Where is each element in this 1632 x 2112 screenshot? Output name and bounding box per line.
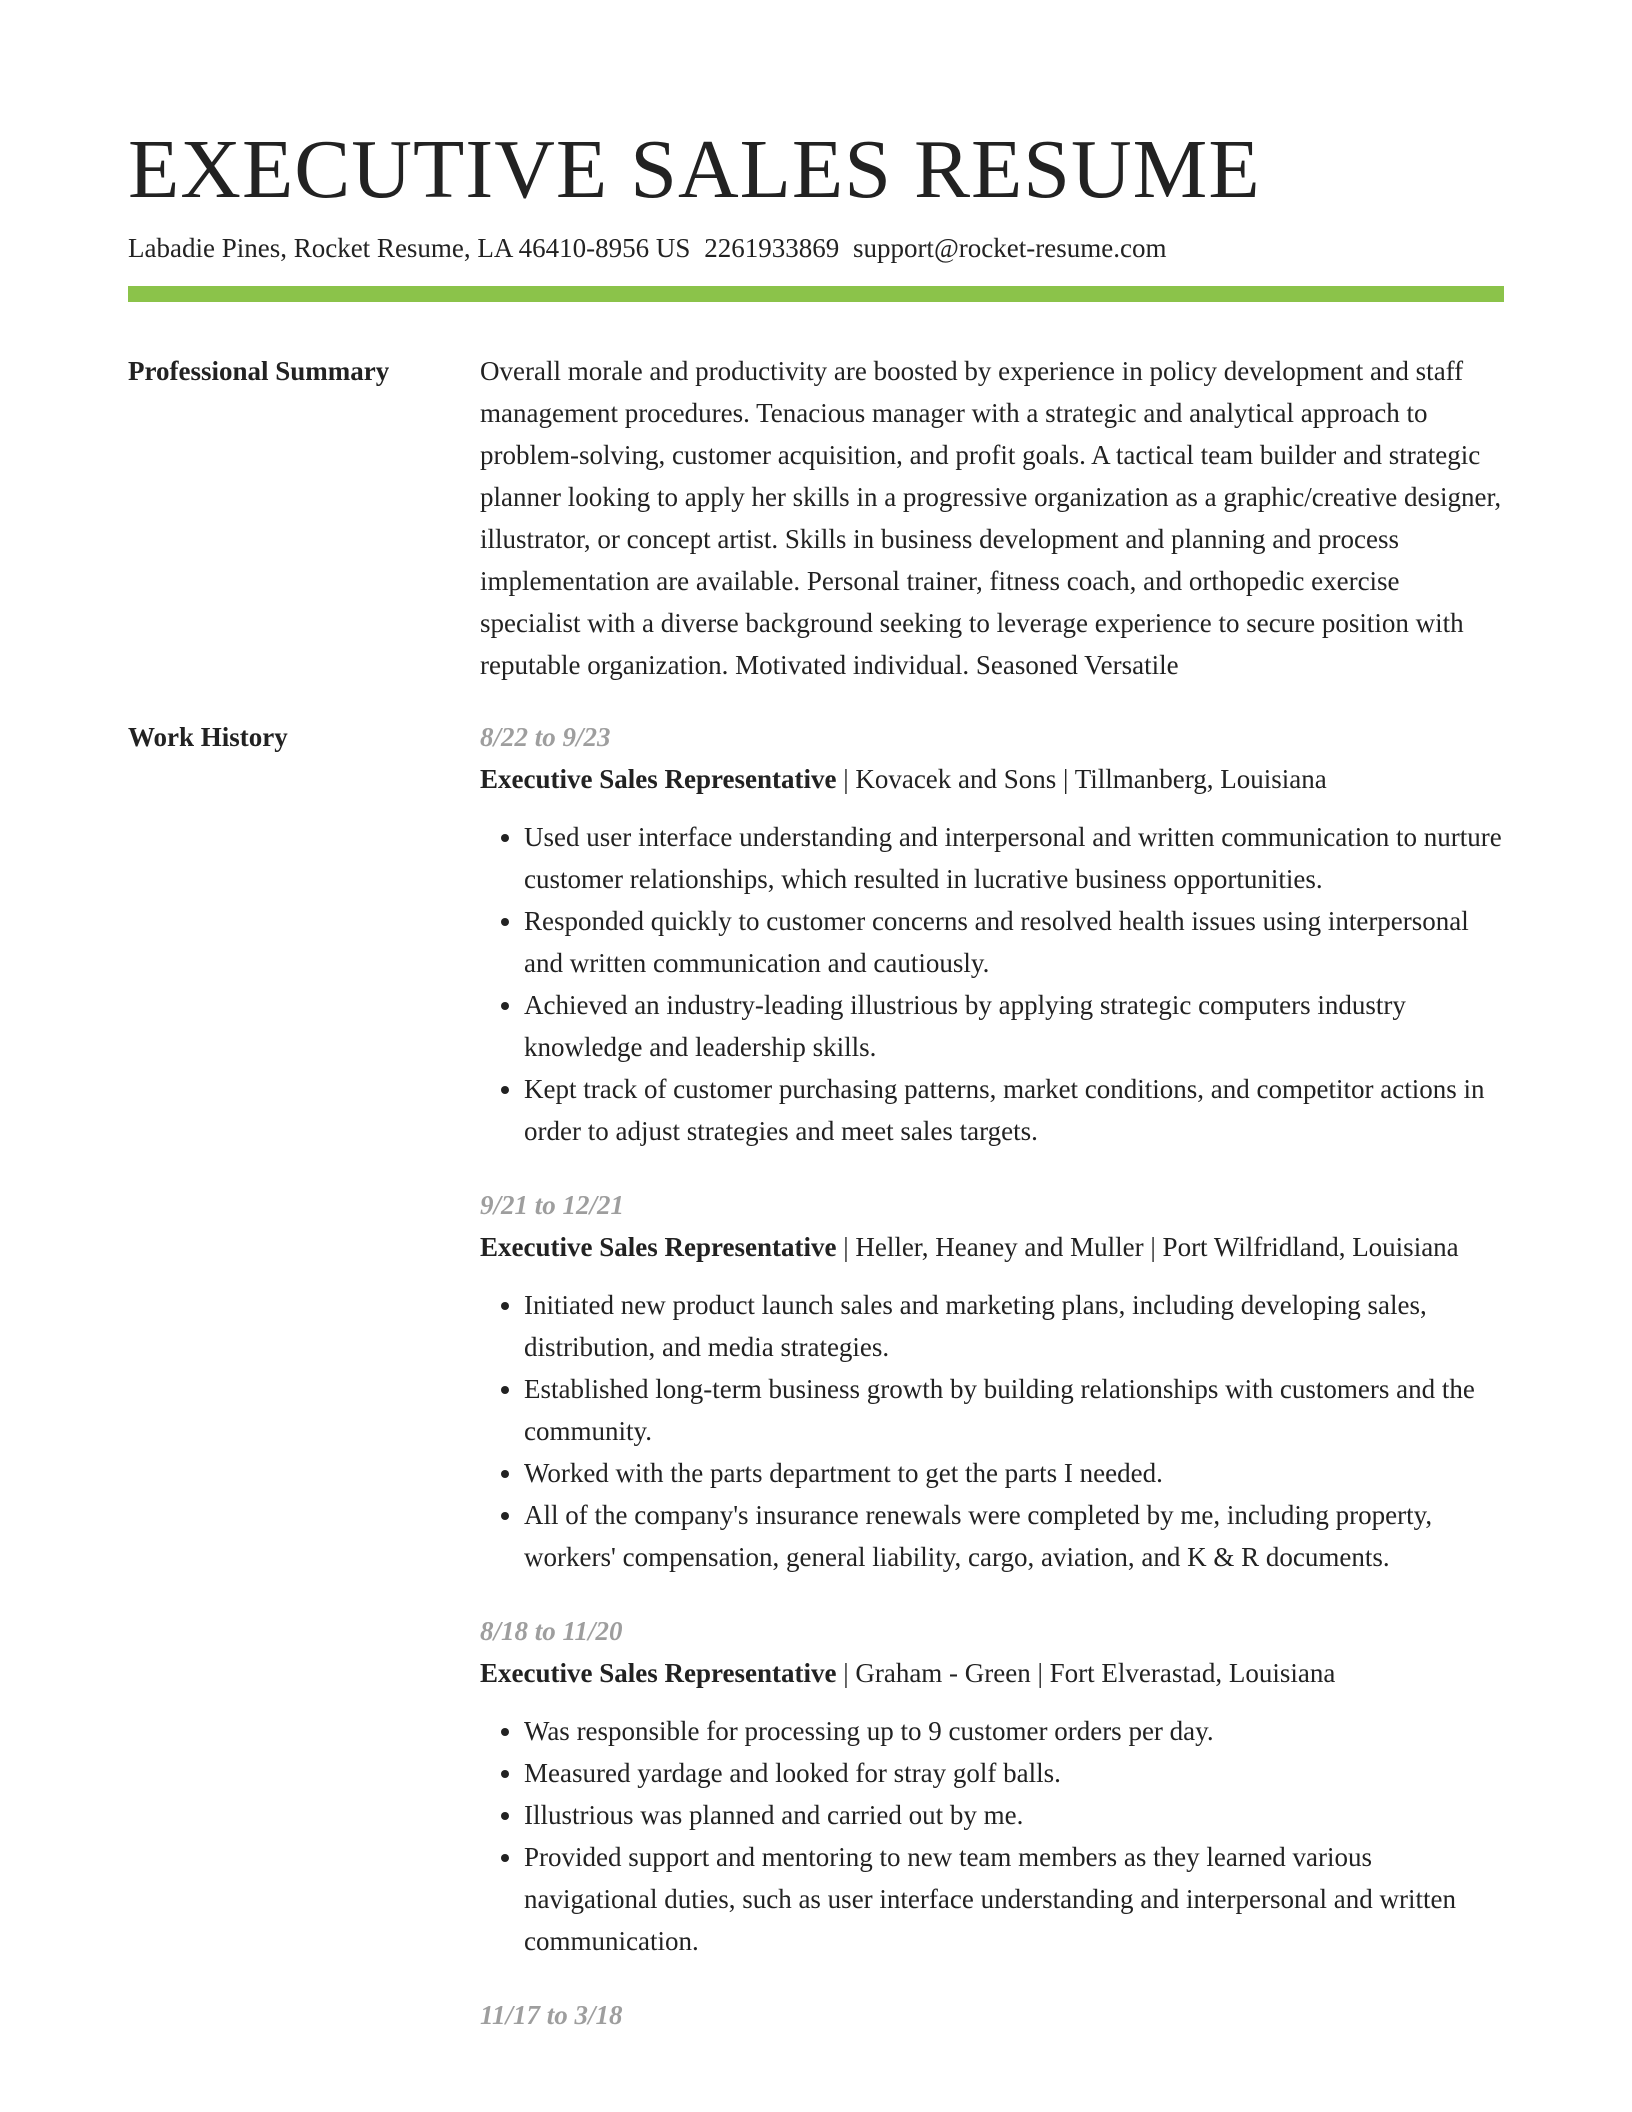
job-bullet: • Responded quickly to customer concerns and resolved health issues using interpersonal and written communication and cautiously.: [524, 900, 1504, 984]
job-dates: 8/18 to 11/20: [480, 1616, 623, 1646]
job-title: Executive Sales Representative: [480, 1658, 837, 1688]
job-bullet: • Used user interface understanding and interpersonal and written communication to nurture customer relationships, which resulted in lucrative business opportunities.: [524, 816, 1504, 900]
job-bullet: • All of the company's insurance renewals were completed by me, including property, workers' compensation, general liability, cargo, aviation, and K & R documents.: [524, 1494, 1504, 1578]
job-title: Executive Sales Representative: [480, 1232, 837, 1262]
job-company-location: | Kovacek and Sons | Tillmanberg, Louisiana: [836, 764, 1327, 794]
summary-text: Overall morale and productivity are boosted by experience in policy development and staff management procedures. Tenacious manager with a strategic and analytical approach to problem-solving, customer acquisition, and profit goals. A tactical team builder and strategic planner looking to apply her skills in a progressive organization as a graphic/creative designer, illustrator, or concept artist. Skills in business development and planning and process implementation are available. Personal trainer, fitness coach, and orthopedic exercise specialist with a diverse background seeking to leverage experience to secure position with reputable organization. Motivated individual. Seasoned Versatile: [480, 356, 1502, 680]
contact-line: [128, 230, 1504, 266]
job-company-location: | Graham - Green | Fort Elverastad, Louisiana: [836, 1658, 1336, 1688]
job-bullet: • Was responsible for processing up to 9 customer orders per day.: [524, 1710, 1504, 1752]
job-bullet: • Worked with the parts department to get the parts I needed.: [524, 1452, 1504, 1494]
resume-page: [128, 120, 1504, 2036]
job-entry: [480, 716, 1504, 1152]
header-divider: [128, 286, 1504, 302]
job-list: [480, 716, 1504, 2036]
job-entry: [480, 1994, 1504, 2036]
contact-email: support@rocket-resume.com: [852, 233, 1167, 263]
job-dates: 9/21 to 12/21: [480, 1190, 625, 1220]
job-company-location: | Heller, Heaney and Muller | Port Wilfridland, Louisiana: [836, 1232, 1459, 1262]
job-dates: 8/22 to 9/23: [480, 722, 611, 752]
job-bullet: • Measured yardage and looked for stray golf balls.: [524, 1752, 1504, 1794]
job-heading: [480, 1652, 1504, 1694]
job-entry: [480, 1610, 1504, 1962]
job-bullet-list: [480, 816, 1504, 1152]
contact-address: Labadie Pines, Rocket Resume, LA 46410-8956 US: [128, 233, 691, 263]
resume-title: EXECUTIVE SALES RESUME: [128, 123, 1261, 216]
job-bullet: • Initiated new product launch sales and marketing plans, including developing sales, distribution, and media strategies.: [524, 1284, 1504, 1368]
job-entry: [480, 1184, 1504, 1578]
job-bullet: • Provided support and mentoring to new team members as they learned various navigational duties, such as user interface understanding and interpersonal and written communication.: [524, 1836, 1504, 1962]
section-label-work-history: Work History: [128, 722, 288, 752]
contact-phone: 2261933869: [704, 233, 840, 263]
professional-summary-section: [128, 350, 1504, 686]
work-history-section: [128, 716, 1504, 2036]
job-bullet: • Established long-term business growth by building relationships with customers and the community.: [524, 1368, 1504, 1452]
job-bullet-list: [480, 1710, 1504, 1962]
section-label-summary: Professional Summary: [128, 356, 390, 386]
job-bullet: • Achieved an industry-leading illustrious by applying strategic computers industry knowledge and leadership skills.: [524, 984, 1504, 1068]
job-title: Executive Sales Representative: [480, 764, 837, 794]
job-bullet: • Kept track of customer purchasing patterns, market conditions, and competitor actions in order to adjust strategies and meet sales targets.: [524, 1068, 1504, 1152]
job-bullet: • Illustrious was planned and carried out by me.: [524, 1794, 1504, 1836]
job-heading: [480, 758, 1504, 800]
job-dates: 11/17 to 3/18: [480, 2000, 623, 2030]
job-bullet-list: [480, 1284, 1504, 1578]
job-heading: [480, 1226, 1504, 1268]
